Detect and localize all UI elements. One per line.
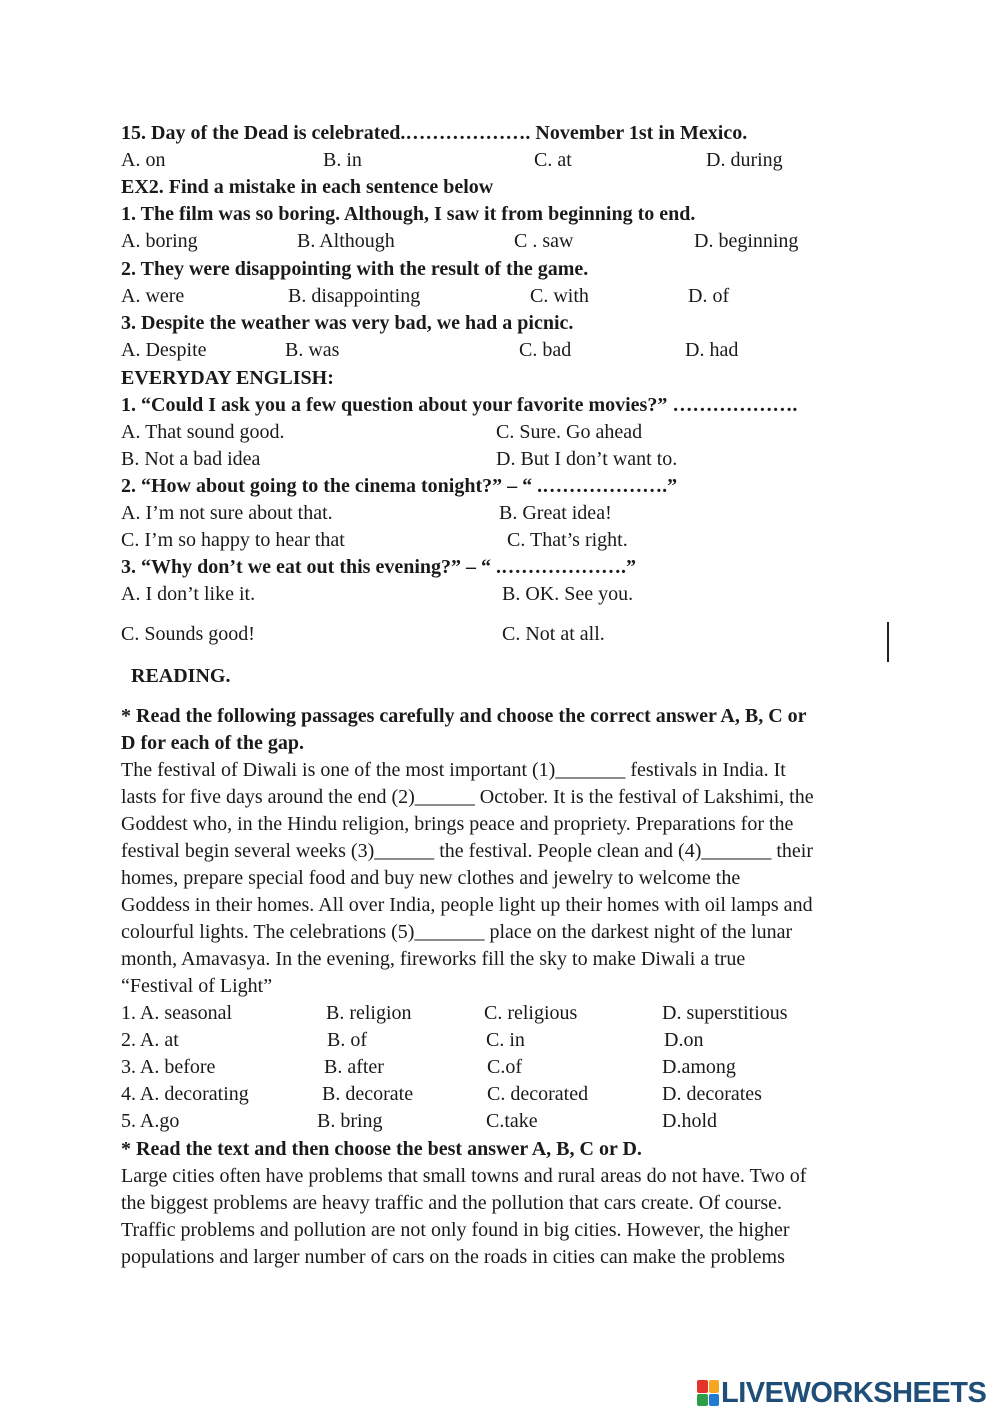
liveworksheets-wordmark: LIVEWORKSHEETS	[721, 1376, 987, 1409]
reading-instruction-line-1: * Read the following passages carefully and choose the correct answer A, B, C or	[121, 705, 807, 727]
everyday-english-heading: EVERYDAY ENGLISH:	[121, 367, 334, 389]
gap1-option-a[interactable]: 1. A. seasonal	[121, 1002, 233, 1024]
reading-instruction-text2: * Read the text and then choose the best answer A, B, C or D.	[121, 1138, 642, 1160]
gap4-option-d[interactable]: D. decorates	[662, 1083, 762, 1105]
everyday-q3-option-d[interactable]: C. Not at all.	[502, 623, 605, 645]
ex2-q3-option-d[interactable]: D. had	[685, 339, 739, 361]
gap2-option-b[interactable]: B. of	[327, 1029, 367, 1051]
everyday-q1-stem: 1. “Could I ask you a few question about your favorite movies?” ……………….	[121, 394, 798, 416]
q15-option-a[interactable]: A. on	[121, 149, 166, 171]
gap1-option-d[interactable]: D. superstitious	[662, 1002, 788, 1024]
everyday-q1-option-d[interactable]: D. But I don’t want to.	[496, 448, 678, 470]
gap5-option-d[interactable]: D.hold	[662, 1110, 717, 1132]
passage1-line: Goddess in their homes. All over India, people light up their homes with oil lamps and	[121, 894, 813, 916]
gap3-option-a[interactable]: 3. A. before	[121, 1056, 216, 1078]
everyday-q3-option-b[interactable]: B. OK. See you.	[502, 583, 634, 605]
passage1-line: Goddest who, in the Hindu religion, brings peace and propriety. Preparations for the	[121, 813, 794, 835]
gap4-option-b[interactable]: B. decorate	[322, 1083, 414, 1105]
ex2-q2-option-c[interactable]: C. with	[530, 285, 589, 307]
ex2-q2-option-d[interactable]: D. of	[688, 285, 730, 307]
liveworksheets-logo-icon	[697, 1380, 719, 1406]
everyday-q2-option-a[interactable]: A. I’m not sure about that.	[121, 502, 333, 524]
everyday-q3-option-a[interactable]: A. I don’t like it.	[121, 583, 256, 605]
gap1-option-b[interactable]: B. religion	[326, 1002, 412, 1024]
gap2-option-a[interactable]: 2. A. at	[121, 1029, 179, 1051]
gap2-option-c[interactable]: C. in	[486, 1029, 525, 1051]
everyday-q1-option-a[interactable]: A. That sound good.	[121, 421, 285, 443]
ex2-q1-option-d[interactable]: D. beginning	[694, 230, 799, 252]
passage1-line: month, Amavasya. In the evening, fireworks fill the sky to make Diwali a true	[121, 948, 746, 970]
ex2-q3-option-b[interactable]: B. was	[285, 339, 340, 361]
ex2-q3-option-a[interactable]: A. Despite	[121, 339, 207, 361]
passage2-line: populations and larger number of cars on the roads in cities can make the problems	[121, 1246, 785, 1268]
passage2-line: Traffic problems and pollution are not only found in big cities. However, the higher	[121, 1219, 790, 1241]
gap4-option-a[interactable]: 4. A. decorating	[121, 1083, 249, 1105]
ex2-heading: EX2. Find a mistake in each sentence below	[121, 176, 494, 198]
text-cursor	[887, 622, 889, 662]
everyday-q1-option-b[interactable]: B. Not a bad idea	[121, 448, 261, 470]
gap5-option-b[interactable]: B. bring	[317, 1110, 383, 1132]
everyday-q1-option-c[interactable]: C. Sure. Go ahead	[496, 421, 643, 443]
passage1-line: festival begin several weeks (3)______ the festival. People clean and (4)_______ their	[121, 840, 814, 862]
gap4-option-c[interactable]: C. decorated	[487, 1083, 589, 1105]
everyday-q2-option-d[interactable]: C. That’s right.	[507, 529, 628, 551]
everyday-q2-option-b[interactable]: B. Great idea!	[499, 502, 612, 524]
q15-option-d[interactable]: D. during	[706, 149, 783, 171]
passage1-line: colourful lights. The celebrations (5)_______ place on the darkest night of the lunar	[121, 921, 793, 943]
gap5-option-c[interactable]: C.take	[486, 1110, 538, 1132]
ex2-q3-stem: 3. Despite the weather was very bad, we had a picnic.	[121, 312, 574, 334]
ex2-q1-option-c[interactable]: C . saw	[514, 230, 574, 252]
ex2-q1-option-b[interactable]: B. Although	[297, 230, 395, 252]
ex2-q2-option-b[interactable]: B. disappointing	[288, 285, 421, 307]
gap3-option-c[interactable]: C.of	[487, 1056, 522, 1078]
q15-option-b[interactable]: B. in	[323, 149, 362, 171]
passage2-line: the biggest problems are heavy traffic and the pollution that cars create. Of course.	[121, 1192, 783, 1214]
everyday-q3-option-c[interactable]: C. Sounds good!	[121, 623, 255, 645]
q15-option-c[interactable]: C. at	[534, 149, 572, 171]
everyday-q2-stem: 2. “How about going to the cinema tonight?” – “ .……………….”	[121, 475, 678, 497]
passage1-line: lasts for five days around the end (2)______ October. It is the festival of Lakshimi, the	[121, 786, 814, 808]
passage1-line: The festival of Diwali is one of the most important (1)_______ festivals in India. It	[121, 759, 786, 781]
passage2-line: Large cities often have problems that small towns and rural areas do not have. Two of	[121, 1165, 807, 1187]
reading-heading: READING.	[131, 665, 231, 687]
gap3-option-d[interactable]: D.among	[662, 1056, 736, 1078]
question-15-stem: 15. Day of the Dead is celebrated.………………. November 1st in Mexico.	[121, 122, 748, 144]
gap2-option-d[interactable]: D.on	[664, 1029, 704, 1051]
reading-instruction-line-2: D for each of the gap.	[121, 732, 304, 754]
passage1-line: “Festival of Light”	[121, 975, 273, 997]
ex2-q3-option-c[interactable]: C. bad	[519, 339, 572, 361]
liveworksheets-logo	[697, 1377, 986, 1409]
gap3-option-b[interactable]: B. after	[324, 1056, 384, 1078]
gap5-option-a[interactable]: 5. A.go	[121, 1110, 180, 1132]
ex2-q1-option-a[interactable]: A. boring	[121, 230, 198, 252]
everyday-q2-option-c[interactable]: C. I’m so happy to hear that	[121, 529, 345, 551]
ex2-q1-stem: 1. The film was so boring. Although, I saw it from beginning to end.	[121, 203, 696, 225]
passage1-line: homes, prepare special food and buy new clothes and jewelry to welcome the	[121, 867, 741, 889]
ex2-q2-stem: 2. They were disappointing with the result of the game.	[121, 258, 589, 280]
everyday-q3-stem: 3. “Why don’t we eat out this evening?” – “ .……………….”	[121, 556, 637, 578]
ex2-q2-option-a[interactable]: A. were	[121, 285, 185, 307]
gap1-option-c[interactable]: C. religious	[484, 1002, 578, 1024]
